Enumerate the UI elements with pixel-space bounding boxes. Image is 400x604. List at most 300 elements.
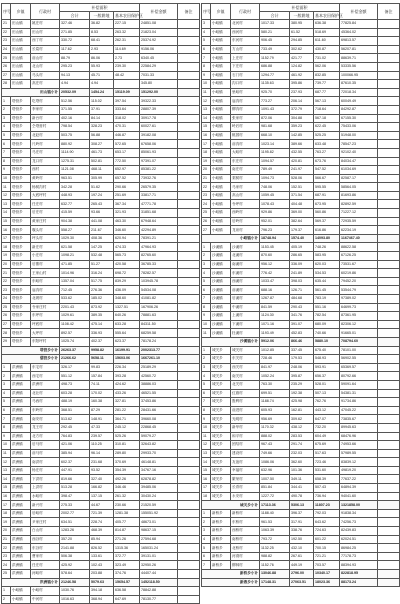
cell-amount: 72018.34 xyxy=(340,88,378,97)
cell-general: 517.75 xyxy=(90,277,114,286)
cell-basic: 736.94 xyxy=(314,492,340,501)
cell-town: 塔营乡 xyxy=(11,97,31,106)
cell-amount: 100066.95 xyxy=(340,71,378,80)
table-row xyxy=(2,286,200,295)
cell-general: 68.41 xyxy=(90,37,114,46)
cell-general: 56.88 xyxy=(90,131,114,140)
cell-village: 尺岭村 xyxy=(31,140,60,149)
cell-basic: 227.15 xyxy=(114,20,140,29)
table-row xyxy=(2,295,200,304)
cell-town: 塔营乡 xyxy=(11,295,31,304)
cell-town: 城关乡 xyxy=(211,441,231,450)
cell-note xyxy=(378,406,400,415)
cell-general: 368.94 xyxy=(90,595,114,604)
cell-basic: 525.25 xyxy=(314,131,340,140)
table-row xyxy=(2,475,200,484)
cell-amount: 75433.06 xyxy=(340,123,378,132)
cell-seq: 28 xyxy=(2,329,11,338)
cell-basic: 374.76 xyxy=(114,570,140,579)
cell-total: 327.46 xyxy=(60,20,90,29)
cell-amount: 56902.55 xyxy=(340,355,378,364)
cell-seq: 5 xyxy=(202,544,211,553)
cell-basic: 721.21 xyxy=(314,552,340,561)
cell-general: 317.91 xyxy=(290,518,314,527)
cell-note xyxy=(178,157,200,166)
cell-town: 城关乡 xyxy=(211,432,231,441)
cell-village: 高庄村 xyxy=(31,80,60,89)
cell-seq: 15 xyxy=(2,217,11,226)
cell-basic: 310.81 xyxy=(114,441,140,450)
cell-town: 塔营乡 xyxy=(11,252,31,261)
cell-general: 8.53 xyxy=(90,28,114,37)
cell-note xyxy=(178,131,200,140)
table-row xyxy=(2,105,200,114)
cell-village: 东峪村 xyxy=(31,277,60,286)
cell-general: 290.43 xyxy=(290,303,314,312)
cell-note xyxy=(378,432,400,441)
cell-village: 西河村 xyxy=(231,28,260,37)
cell-note xyxy=(178,458,200,467)
cell-town: 城关乡 xyxy=(211,458,231,467)
table-row xyxy=(2,449,200,458)
cell-basic: 463.30 xyxy=(114,217,140,226)
cell-amount: 26579.35 xyxy=(140,183,178,192)
cell-total: 1052.24 xyxy=(260,372,290,381)
cell-total: 851.84 xyxy=(260,484,290,493)
cell-amount: 103945.78 xyxy=(140,277,178,286)
table-row xyxy=(202,37,400,46)
cell-town: 小峪镇 xyxy=(211,97,231,106)
cell-village: 仝塔营村 xyxy=(31,123,60,132)
cell-total: 425.92 xyxy=(60,561,90,570)
cell-village: 前马村 xyxy=(31,449,60,458)
cell-total: 773.27 xyxy=(260,97,290,106)
cell-general: 532.48 xyxy=(90,252,114,261)
cell-total: 906.45 xyxy=(260,37,290,46)
cell-basic: 548.93 xyxy=(314,355,340,364)
cell-note xyxy=(178,191,200,200)
cell-total: 13046.88 xyxy=(260,570,290,579)
cell-general: 51.62 xyxy=(90,183,114,192)
cell-total: 2141.88 xyxy=(60,544,90,553)
cell-town: 塔营乡 xyxy=(11,243,31,252)
cell-town: 新桥乡 xyxy=(211,552,231,561)
cell-basic: 364.71 xyxy=(114,415,140,424)
table-row xyxy=(202,415,400,424)
subtotal-label: 小峪镇小计 xyxy=(202,234,260,243)
cell-general: 344.41 xyxy=(290,484,314,493)
cell-basic: 643.62 xyxy=(314,518,340,527)
cell-seq: 28 xyxy=(2,80,11,89)
cell-town: 小峪镇 xyxy=(211,54,231,63)
table-row xyxy=(2,37,200,46)
table-row xyxy=(2,441,200,450)
cell-general: 96.14 xyxy=(90,449,114,458)
cell-total: 421.06 xyxy=(60,441,90,450)
cell-village: 北赵村 xyxy=(31,131,60,140)
table-row xyxy=(202,269,400,278)
cell-basic: 718.64 xyxy=(314,105,340,114)
cell-village: 新华村 xyxy=(231,423,260,432)
cell-general: 86.06 xyxy=(90,54,114,63)
table-row xyxy=(202,372,400,381)
cell-village: 城关村 xyxy=(231,346,260,355)
cell-total: 789.49 xyxy=(260,166,290,175)
cell-town: 新桥乡 xyxy=(211,527,231,536)
cell-town: 塔营乡 xyxy=(11,277,31,286)
cell-general: 349.11 xyxy=(290,475,314,484)
cell-village: 水峪村 xyxy=(31,492,60,501)
cell-amount: 54381.31 xyxy=(340,389,378,398)
cell-amount: 1321858.00 xyxy=(340,501,378,510)
cell-amount: 85061.93 xyxy=(140,148,178,157)
cell-town: 小峪镇 xyxy=(211,114,231,123)
table-row xyxy=(2,570,200,579)
cell-total: 605.93 xyxy=(260,406,290,415)
cell-seq: 5 xyxy=(202,380,211,389)
cell-village: 圪塔村 xyxy=(31,97,60,106)
cell-basic: 653.17 xyxy=(114,148,140,157)
cell-general: 389.66 xyxy=(290,140,314,149)
cell-basic: 572.65 xyxy=(114,140,140,149)
cell-total: 963.51 xyxy=(60,174,90,183)
cell-seq: 6 xyxy=(2,140,11,149)
cell-note xyxy=(178,62,200,71)
cell-seq: 14 xyxy=(2,475,11,484)
cell-total: 688.16 xyxy=(260,286,290,295)
cell-amount: 87610.35 xyxy=(340,80,378,89)
cell-note xyxy=(378,475,400,484)
cell-basic: 658.39 xyxy=(314,475,340,484)
cell-amount: 72935.59 xyxy=(340,217,378,226)
cell-seq: 1 xyxy=(202,346,211,355)
cell-village: 下洪村 xyxy=(31,475,60,484)
cell-total: 1023.14 xyxy=(260,140,290,149)
cell-general: 265.43 xyxy=(90,200,114,209)
cell-town: 沙溪镇 xyxy=(211,277,231,286)
cell-total: 1121.08 xyxy=(60,166,90,175)
cell-amount: 21520.59 xyxy=(140,501,178,510)
cell-total: 1059.45 xyxy=(260,191,290,200)
cell-town: 洪洲镇 xyxy=(11,423,31,432)
cell-basic: 245.12 xyxy=(114,423,140,432)
cell-seq: 5 xyxy=(202,277,211,286)
cell-general: 166.82 xyxy=(90,484,114,493)
cell-seq: 1 xyxy=(2,363,11,372)
cell-general: 396.37 xyxy=(290,509,314,518)
cell-town: 洪洲镇 xyxy=(11,398,31,407)
cell-town: 小峪镇 xyxy=(211,28,231,37)
cell-note xyxy=(178,114,200,123)
cell-note xyxy=(178,234,200,243)
cell-village: 马西村 xyxy=(31,398,60,407)
cell-town: 小峪镇 xyxy=(211,45,231,54)
cell-note xyxy=(178,355,200,364)
cell-amount: 7031.33 xyxy=(140,71,178,80)
cell-total: 488.19 xyxy=(60,398,90,407)
subtotal-label: 田山镇小计 xyxy=(2,88,60,97)
cell-amount: 54534.08 xyxy=(140,286,178,295)
cell-village: 西谷村 xyxy=(31,535,60,544)
table-row xyxy=(202,277,400,286)
cell-amount: 167906.26 xyxy=(140,303,178,312)
cell-amount: 46521.55 xyxy=(140,389,178,398)
cell-basic: 703.57 xyxy=(314,561,340,570)
cell-village: 堰头村 xyxy=(31,226,60,235)
cell-general: 721.39 xyxy=(90,509,114,518)
cell-village: 坪底村 xyxy=(31,320,60,329)
cell-town: 塔营乡 xyxy=(11,123,31,132)
cell-total: 1007.50 xyxy=(260,475,290,484)
cell-town: 田山镇 xyxy=(11,20,31,29)
cell-total: 4.94 xyxy=(60,80,90,89)
cell-note xyxy=(178,97,200,106)
cell-total: 841.97 xyxy=(260,363,290,372)
table-row xyxy=(2,363,200,372)
cell-total: 1071.16 xyxy=(260,320,290,329)
cell-town: 城关乡 xyxy=(211,389,231,398)
cell-village: 李家村 xyxy=(31,105,60,114)
cell-note xyxy=(378,140,400,149)
cell-general: 308.27 xyxy=(90,140,114,149)
cell-village: 南洪村 xyxy=(31,458,60,467)
cell-basic: 561.45 xyxy=(314,286,340,295)
cell-town: 田山镇 xyxy=(11,45,31,54)
cell-note xyxy=(378,458,400,467)
cell-general: 93.66 xyxy=(90,209,114,218)
cell-total: 512.56 xyxy=(60,97,90,106)
subtotal-row xyxy=(202,570,400,579)
cell-village: 后岭村 xyxy=(231,217,260,226)
cell-general: 142.85 xyxy=(290,131,314,140)
cell-general: 337.45 xyxy=(290,346,314,355)
cell-amount: 86984.25 xyxy=(340,544,378,553)
table-row xyxy=(202,123,400,132)
cell-amount: 27594.68 xyxy=(140,535,178,544)
cell-amount: 68476.96 xyxy=(340,432,378,441)
cell-note xyxy=(378,260,400,269)
cell-village: 前进村 xyxy=(231,406,260,415)
table-row xyxy=(202,62,400,71)
cell-village: 北坡村 xyxy=(31,295,60,304)
subtotal-row xyxy=(2,346,200,355)
cell-basic: 656.37 xyxy=(314,372,340,381)
cell-note xyxy=(378,243,400,252)
cell-basic: 531.60 xyxy=(314,466,340,475)
cell-village: 杨树沟村 xyxy=(31,183,60,192)
subtotal-label: 沙溪镇小计 xyxy=(202,337,260,346)
cell-note xyxy=(178,312,200,321)
cell-amount: 88173.24 xyxy=(340,578,378,587)
cell-seq: 25 xyxy=(2,303,11,312)
cell-note xyxy=(178,303,200,312)
cell-amount: 91734.86 xyxy=(340,398,378,407)
cell-total: 558.27 xyxy=(60,226,90,235)
table-row xyxy=(2,234,200,243)
cell-basic: 1281.38 xyxy=(114,509,140,518)
cell-general: 305.99 xyxy=(90,174,114,183)
cell-general: 461.73 xyxy=(90,148,114,157)
table-body-left xyxy=(2,20,200,604)
table-row xyxy=(2,509,200,518)
table-row xyxy=(2,243,200,252)
cell-amount: 67126.25 xyxy=(340,252,378,261)
cell-town: 塔营乡 xyxy=(11,166,31,175)
cell-village: 中溪村 xyxy=(231,303,260,312)
cell-village: 南溪村 xyxy=(231,260,260,269)
cell-amount: 78130.77 xyxy=(140,595,178,604)
cell-total: 686.88 xyxy=(260,62,290,71)
cell-total: 117.62 xyxy=(60,45,90,54)
cell-total: 18748.94 xyxy=(260,234,290,243)
cell-total: 1094.57 xyxy=(260,157,290,166)
cell-seq: 3 xyxy=(2,114,11,123)
cell-amount: 78101.00 xyxy=(340,346,378,355)
cell-amount: 67948.64 xyxy=(140,217,178,226)
cell-basic: 333.64 xyxy=(114,105,140,114)
cell-total: 580.21 xyxy=(260,28,290,37)
cell-note xyxy=(178,475,200,484)
cell-village: 前山村 xyxy=(31,54,60,63)
cell-general: 468.39 xyxy=(90,527,114,536)
cell-basic: 551.16 xyxy=(314,303,340,312)
cell-total: 2002.77 xyxy=(60,509,90,518)
cell-town: 塔营乡 xyxy=(11,312,31,321)
cell-general: 404.48 xyxy=(290,200,314,209)
cell-seq: 22 xyxy=(2,28,11,37)
cell-town: 塔营乡 xyxy=(11,174,31,183)
cell-total: 371.55 xyxy=(60,105,90,114)
cell-seq: 5 xyxy=(2,131,11,140)
subtotal-label: 儒营乡小计 xyxy=(2,355,60,364)
cell-town: 小峪镇 xyxy=(211,131,231,140)
cell-amount: 67658.06 xyxy=(140,140,178,149)
cell-basic: 647.69 xyxy=(114,595,140,604)
cell-town: 塔营乡 xyxy=(11,140,31,149)
cell-general: 110.25 xyxy=(90,441,114,450)
cell-general: 420.81 xyxy=(290,157,314,166)
cell-basic: 48.42 xyxy=(114,71,140,80)
cell-amount: 165031.24 xyxy=(140,544,178,553)
cell-seq: 19 xyxy=(2,252,11,261)
cell-amount: 91838.34 xyxy=(340,509,378,518)
table-row xyxy=(202,252,400,261)
table-row xyxy=(2,492,200,501)
cell-seq: 8 xyxy=(2,157,11,166)
cell-seq: 21 xyxy=(2,535,11,544)
cell-general: 124.82 xyxy=(290,62,314,71)
cell-village: 坪头村 xyxy=(31,234,60,243)
cell-general: 267.61 xyxy=(290,552,314,561)
cell-town: 新桥乡 xyxy=(211,561,231,570)
cell-note xyxy=(178,535,200,544)
cell-village: 大峪村 xyxy=(231,148,260,157)
cell-note xyxy=(178,578,200,587)
cell-village: 红旗村 xyxy=(231,389,260,398)
cell-total: 1294.77 xyxy=(260,71,290,80)
cell-basic: 839.29 xyxy=(114,277,140,286)
cell-town: 城关乡 xyxy=(211,415,231,424)
cell-basic: 271.26 xyxy=(114,535,140,544)
table-row xyxy=(202,561,400,570)
cell-town: 城关乡 xyxy=(211,355,231,364)
cell-seq: 13 xyxy=(202,449,211,458)
cell-amount: 60219.86 xyxy=(340,269,378,278)
cell-total: 1029.61 xyxy=(60,312,90,321)
cell-seq: 20 xyxy=(2,260,11,269)
cell-amount: 73835.67 xyxy=(340,415,378,424)
cell-general: 421.77 xyxy=(290,54,314,63)
cell-note xyxy=(178,527,200,536)
cell-basic: 762.76 xyxy=(314,398,340,407)
cell-town: 塔营乡 xyxy=(11,234,31,243)
cell-amount: 28431.66 xyxy=(140,406,178,415)
cell-village: 方山村 xyxy=(231,45,260,54)
cell-amount: 48673.01 xyxy=(140,518,178,527)
cell-total: 763.30 xyxy=(260,380,290,389)
table-row xyxy=(202,295,400,304)
subtotal-row xyxy=(202,234,400,243)
cell-note xyxy=(378,131,400,140)
cell-total: 1135.63 xyxy=(260,80,290,89)
cell-general: 237.93 xyxy=(290,88,314,97)
cell-seq: 4 xyxy=(202,372,211,381)
cell-town: 沙溪镇 xyxy=(211,329,231,338)
table-row xyxy=(2,561,200,570)
cell-village: 永安村 xyxy=(231,492,260,501)
cell-seq: 24 xyxy=(2,561,11,570)
cell-village: 下庄村 xyxy=(231,62,260,71)
cell-amount: 53335.56 xyxy=(340,62,378,71)
cell-general: 133.61 xyxy=(90,552,114,561)
cell-town: 小峪镇 xyxy=(211,148,231,157)
cell-note xyxy=(178,389,200,398)
cell-town: 沙溪镇 xyxy=(211,269,231,278)
cell-amount: 39182.08 xyxy=(140,131,178,140)
cell-seq: 7 xyxy=(2,148,11,157)
cell-town: 小峪镇 xyxy=(211,157,231,166)
cell-note xyxy=(378,62,400,71)
cell-village: 胜利村 xyxy=(231,398,260,407)
cell-amount: 85381.22 xyxy=(140,166,178,175)
cell-seq: 10 xyxy=(2,441,11,450)
cell-basic: 367.34 xyxy=(114,200,140,209)
cell-basic: 675.69 xyxy=(314,441,340,450)
cell-note xyxy=(378,380,400,389)
cell-general: 338.76 xyxy=(290,527,314,536)
table-row xyxy=(2,62,200,71)
cell-total: 1152.76 xyxy=(260,561,290,570)
cell-village: 团结村 xyxy=(231,441,260,450)
cell-basic: 673.95 xyxy=(314,200,340,209)
cell-basic: 1315.36 xyxy=(114,544,140,553)
cell-basic: 15654.57 xyxy=(114,578,140,587)
cell-amount: 59079.27 xyxy=(140,432,178,441)
cell-basic: 430.87 xyxy=(314,45,340,54)
cell-note xyxy=(378,97,400,106)
table-row xyxy=(2,28,200,37)
cell-seq: 2 xyxy=(2,105,11,114)
cell-amount: 6340.45 xyxy=(140,54,178,63)
cell-amount: 46148.81 xyxy=(140,458,178,467)
cell-note xyxy=(378,578,400,587)
cell-total: 17148.31 xyxy=(260,578,290,587)
cell-town: 塔营乡 xyxy=(11,209,31,218)
cell-seq: 6 xyxy=(2,406,11,415)
cell-seq: 7 xyxy=(202,398,211,407)
cell-village: 南桥村 xyxy=(231,535,260,544)
cell-town: 洪洲镇 xyxy=(11,432,31,441)
